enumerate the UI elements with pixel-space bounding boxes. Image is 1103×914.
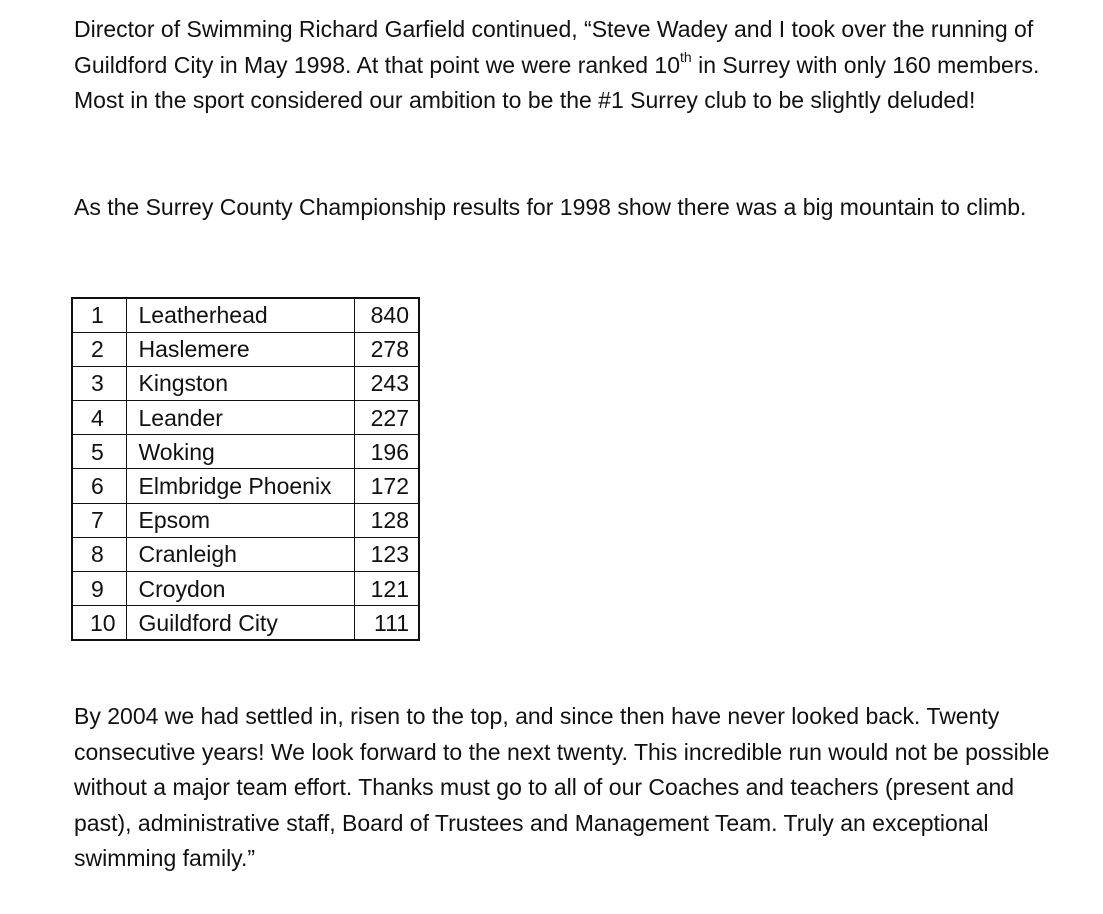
club-cell: Epsom	[126, 503, 354, 537]
points-cell: 243	[354, 366, 419, 400]
rank-cell: 4	[72, 401, 126, 435]
table-row	[72, 572, 419, 606]
club-cell: Elmbridge Phoenix	[126, 469, 354, 503]
rank-cell: 5	[72, 435, 126, 469]
ordinal-superscript: th	[680, 48, 692, 65]
rank-cell: 1	[72, 298, 126, 332]
table-row	[72, 606, 419, 640]
points-cell: 123	[354, 537, 419, 571]
points-cell: 111	[354, 606, 419, 640]
club-cell: Leatherhead	[126, 298, 354, 332]
club-cell: Kingston	[126, 366, 354, 400]
intro-text-part1: Director of Swimming Richard Garfield continued, “Steve Wadey and I took over the running of Guildford City in May 1998. At that point we were ranked 10	[74, 16, 1034, 78]
points-cell: 840	[354, 298, 419, 332]
lead-in-paragraph: As the Surrey County Championship results for 1998 show there was a big mountain to climb.	[74, 194, 1027, 220]
table-row	[72, 537, 419, 571]
results-table	[71, 297, 420, 641]
points-cell: 196	[354, 435, 419, 469]
rank-cell: 9	[72, 572, 126, 606]
rank-cell: 3	[72, 366, 126, 400]
club-cell: Leander	[126, 401, 354, 435]
rank-cell: 7	[72, 503, 126, 537]
rank-cell: 6	[72, 469, 126, 503]
table-row	[72, 401, 419, 435]
table-row	[72, 435, 419, 469]
closing-paragraph: By 2004 we had settled in, risen to the top, and since then have never looked back. Twenty consecutive years! We look forward to the next twenty. This incredible run would not be possible without a major team effort. Thanks must go to all of our Coaches and teachers (present and past), administrative staff, Board of Trustees and Management Team. Truly an exceptional swimming family.”	[74, 703, 1050, 871]
table-row	[72, 503, 419, 537]
points-cell: 227	[354, 401, 419, 435]
club-cell: Haslemere	[126, 332, 354, 366]
points-cell: 278	[354, 332, 419, 366]
points-cell: 121	[354, 572, 419, 606]
club-cell: Guildford City	[126, 606, 354, 640]
club-cell: Woking	[126, 435, 354, 469]
rank-cell: 2	[72, 332, 126, 366]
intro-text-part2: in Surrey with only 160 members. Most in the sport considered our ambition to be the #1 Surrey club to be slightly deluded!	[74, 51, 1040, 113]
table-row	[72, 332, 419, 366]
table-row	[72, 469, 419, 503]
points-cell: 128	[354, 503, 419, 537]
points-cell: 172	[354, 469, 419, 503]
club-cell: Croydon	[126, 572, 354, 606]
rank-cell: 8	[72, 537, 126, 571]
table-row	[72, 298, 419, 332]
table-row	[72, 366, 419, 400]
club-cell: Cranleigh	[126, 537, 354, 571]
rank-cell: 10	[72, 606, 126, 640]
intro-paragraph	[74, 12, 1064, 119]
